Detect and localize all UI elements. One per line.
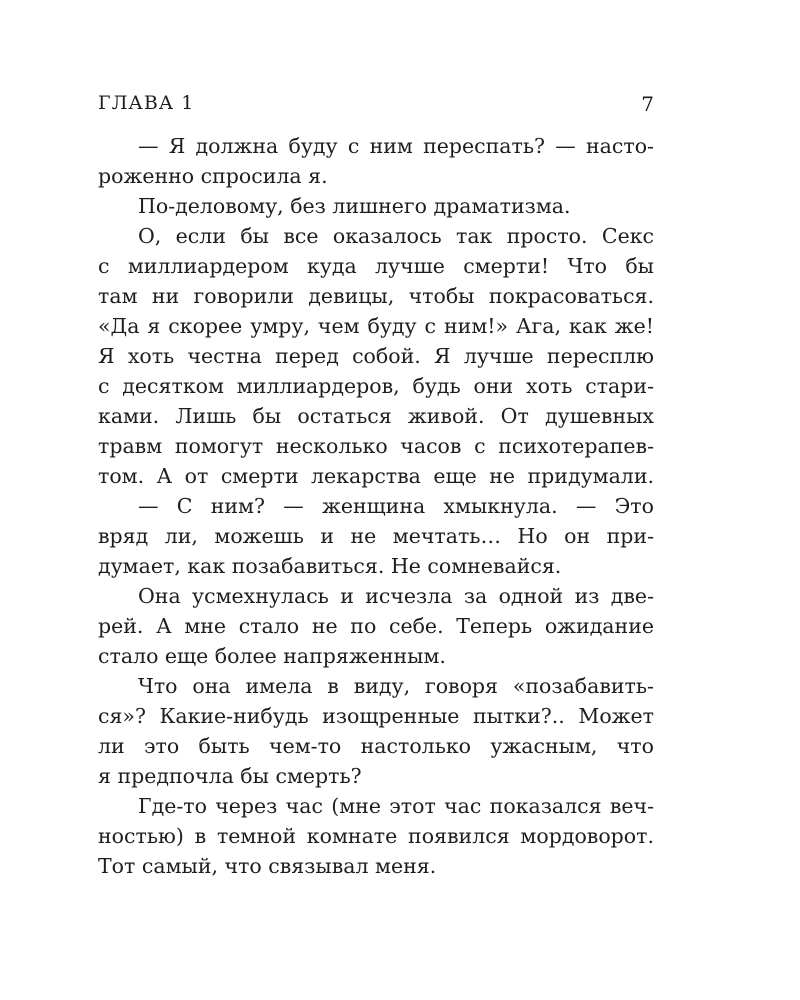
text-line: Где-то через час (мне этот час показался веч- bbox=[138, 794, 654, 818]
text-line: ностью) в темной комнате появился мордоворот. bbox=[98, 824, 654, 848]
text-line: О, если бы все оказалось так просто. Секс bbox=[138, 224, 654, 248]
text-line: ли это быть чем-то настолько ужасным, что bbox=[98, 734, 654, 758]
text-line: — С ним? — женщина хмыкнула. — Это bbox=[138, 494, 654, 518]
text-line: там ни говорили девицы, чтобы покрасоваться. bbox=[98, 284, 654, 308]
text-line: травм помогут несколько часов с психотерапев- bbox=[98, 434, 654, 458]
text-line: ками. Лишь бы остаться живой. От душевных bbox=[98, 404, 654, 428]
running-head bbox=[98, 92, 654, 118]
text-line: Что она имела в виду, говоря «позабавить- bbox=[138, 674, 654, 698]
text-line: — Я должна буду с ним переспать? — насто- bbox=[138, 134, 654, 158]
text-line: я предпочла бы смерть? bbox=[98, 764, 362, 788]
text-line: вряд ли, можешь и не мечтать… Но он при- bbox=[98, 524, 654, 548]
text-line: стало еще более напряженным. bbox=[98, 644, 446, 668]
text-line: с десятком миллиардеров, будь они хоть стари- bbox=[98, 374, 654, 398]
text-line: Тот самый, что связывал меня. bbox=[98, 854, 437, 878]
page-number: 7 bbox=[641, 92, 654, 116]
text-line: «Да я скорее умру, чем буду с ним!» Ага, как же! bbox=[98, 314, 654, 338]
text-line: Я хоть честна перед собой. Я лучше пересплю bbox=[98, 344, 654, 368]
text-line: думает, как позабавиться. Не сомневайся. bbox=[98, 554, 562, 578]
text-line: роженно спросила я. bbox=[98, 164, 328, 188]
text-line: ся»? Какие-нибудь изощренные пытки?.. Может bbox=[98, 704, 654, 728]
text-line: По-деловому, без лишнего драматизма. bbox=[138, 194, 571, 218]
text-line: рей. А мне стало не по себе. Теперь ожидание bbox=[98, 614, 654, 638]
body-text bbox=[98, 131, 654, 881]
chapter-label: ГЛАВА 1 bbox=[98, 92, 195, 114]
text-line: с миллиардером куда лучше смерти! Что бы bbox=[98, 254, 654, 278]
text-line: Она усмехнулась и исчезла за одной из две- bbox=[138, 584, 654, 608]
text-line: том. А от смерти лекарства еще не придумали. bbox=[98, 464, 654, 488]
